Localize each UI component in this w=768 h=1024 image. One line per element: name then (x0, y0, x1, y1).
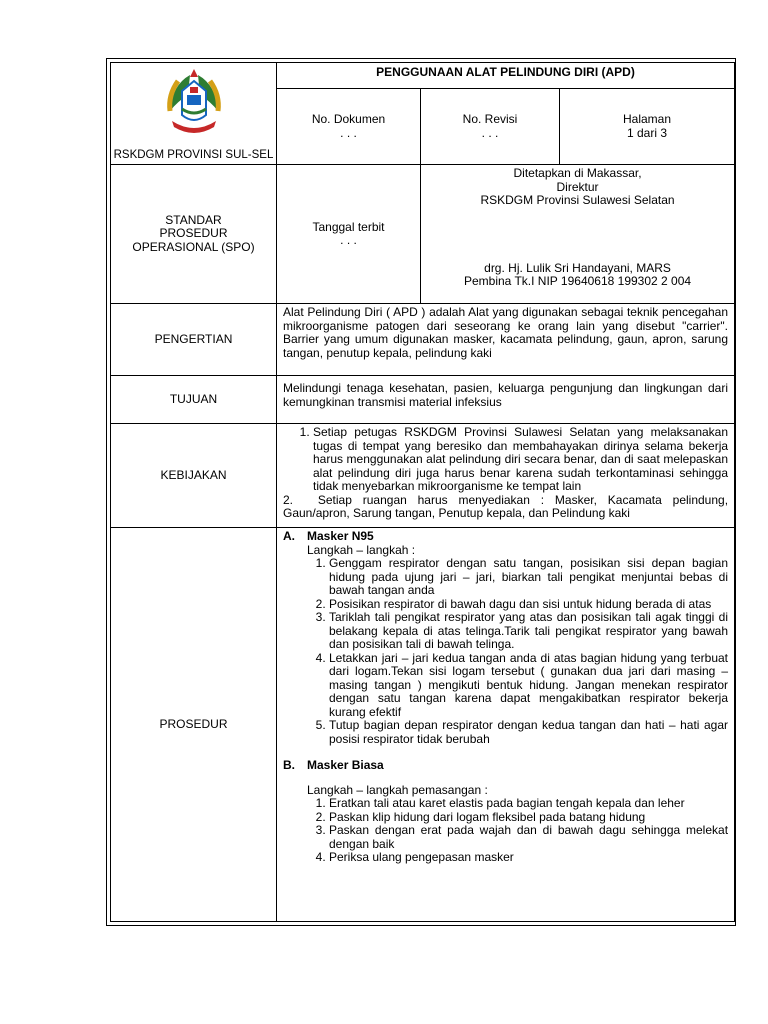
pengertian-label: PENGERTIAN (111, 304, 277, 376)
kebijakan-item-2-text: Setiap ruangan harus menyediakan : Masker, Kacamata pelindung, Gaun/apron, Sarung tangan, Penutup kepala, dan Pelindung kaki (283, 492, 729, 520)
document-number-value: . . . (340, 125, 357, 140)
list-item: 3. Paskan dengan erat pada wajah dan di bawah dagu sehingga melekat dengan baik (329, 824, 728, 851)
list-item: 1. Genggam respirator dengan satu tangan, posisikan sisi depan bagian hidung pada ujung jari – jari, biarkan tali pengikat menjuntai bebas di bawah tangan anda (329, 557, 728, 598)
section-a-letter: A. (283, 529, 295, 543)
section-a-steps (283, 557, 728, 746)
spo-label: STANDAR PROSEDUR OPERASIONAL (SPO) (111, 165, 277, 304)
kebijakan-item-2-number: 2. (283, 492, 294, 507)
page-label: Halaman (623, 112, 672, 126)
list-item: 2. Posisikan respirator di bawah dagu dan sisi untuk hidung berada di atas (329, 598, 728, 612)
issue-date-label: Tanggal terbit (312, 219, 385, 234)
section-b-intro: Langkah – langkah pemasangan : (307, 782, 488, 797)
document-number-label: No. Dokumen (311, 112, 386, 126)
document-title: PENGGUNAAN ALAT PELINDUNG DIRI (APD) (277, 63, 735, 89)
spo-table (110, 62, 735, 922)
approval-place: Ditetapkan di Makassar, (513, 166, 642, 180)
pengertian-text (277, 304, 735, 376)
prosedur-text (277, 528, 735, 922)
list-item: 2. Paskan klip hidung dari logam fleksibel pada batang hidung (329, 811, 728, 825)
page-value: 1 dari 3 (627, 125, 668, 140)
section-b-heading (283, 759, 728, 773)
tujuan-label: TUJUAN (111, 376, 277, 424)
section-b-title: Masker Biasa (307, 758, 384, 772)
kebijakan-text (277, 424, 735, 528)
kebijakan-item-1: 1. Setiap petugas RSKDGM Provinsi Sulawesi Selatan yang melaksanakan tugas di tempat yang beresiko dan membahayakan dirinya selama bekerja harus menggunakan alat pelindung diri secara benar, dan di saat melepaskan alat pelindung diri juga harus benar karena sudah terkontaminasi sehingga tidak menyebarkan mikroorganisme ke tempat lain (313, 426, 728, 494)
list-item: 4. Letakkan jari – jari kedua tangan anda di atas bagian hidung yang terbuat dari logam.Tekan sisi logam tersebut ( gunakan dua jari dari masing – masing tangan ) mengikuti bentuk hidung. Jangan menekan respirator dengan satu tangan karena dapat mengakibatkan respirator bekerja kurang efektif (329, 652, 728, 720)
document-frame (106, 58, 736, 926)
approval-organization: RSKDGM Provinsi Sulawesi Selatan (480, 193, 675, 207)
logo-cell (111, 63, 277, 165)
section-a-intro: Langkah – langkah : (307, 542, 416, 557)
revision-label: No. Revisi (462, 112, 518, 126)
approver-name: drg. Hj. Lulik Sri Handayani, MARS (484, 260, 671, 275)
kebijakan-label: KEBIJAKAN (111, 424, 277, 528)
document-inner (110, 62, 732, 922)
prosedur-label: PROSEDUR (111, 528, 277, 922)
section-a-title: Masker N95 (307, 529, 374, 543)
issue-date-value: . . . (340, 233, 357, 247)
signature-space (421, 208, 734, 262)
pengertian-paragraph: Alat Pelindung Diri ( APD ) adalah Alat yang digunakan sebagai teknik pencegahan mikroorganisme patogen dari seseorang ke orang lain yang disebut "carrier". Barrier yang umum digunakan masker, kacamata pelindung, gaun, apron, sarung tangan, penutup kepala, pelindung kaki (283, 305, 729, 360)
approver-nip: Pembina Tk.I NIP 19640618 199302 2 004 (463, 274, 692, 288)
list-item: 1. Eratkan tali atau karet elastis pada bagian tengah kepala dan leher (329, 797, 728, 811)
list-item: 5. Tutup bagian depan respirator dengan kedua tangan dan hati – hati agar posisi respirator tidak berubah (329, 719, 728, 746)
revision-cell (421, 89, 560, 165)
approval-role: Direktur (556, 179, 599, 194)
document-number-cell (277, 89, 421, 165)
issue-date-cell (277, 165, 421, 304)
kebijakan-list (283, 426, 728, 494)
revision-value: . . . (481, 125, 499, 140)
section-b-letter: B. (283, 758, 295, 772)
section-a-heading (283, 530, 728, 544)
list-item: 3. Tariklah tali pengikat respirator yang atas dan posisikan tali agak tinggi di belakang kepala di atas telinga.Tarik tali pengikat respirator yang bawah dan posisikan tali di bawah telinga. (329, 611, 728, 652)
tujuan-text (277, 376, 735, 424)
list-item: 4. Periksa ulang pengepasan masker (329, 851, 728, 865)
province-emblem-logo (160, 65, 228, 137)
organization-name: RSKDGM PROVINSI SUL-SEL (113, 149, 274, 161)
section-b-steps (283, 797, 728, 865)
page-cell (560, 89, 735, 165)
tujuan-paragraph: Melindungi tenaga kesehatan, pasien, keluarga pengunjung dan lingkungan dari kemungkinan transmisi material infeksius (283, 381, 729, 409)
approval-signature-block (421, 165, 735, 304)
kebijakan-item-2 (283, 494, 728, 521)
